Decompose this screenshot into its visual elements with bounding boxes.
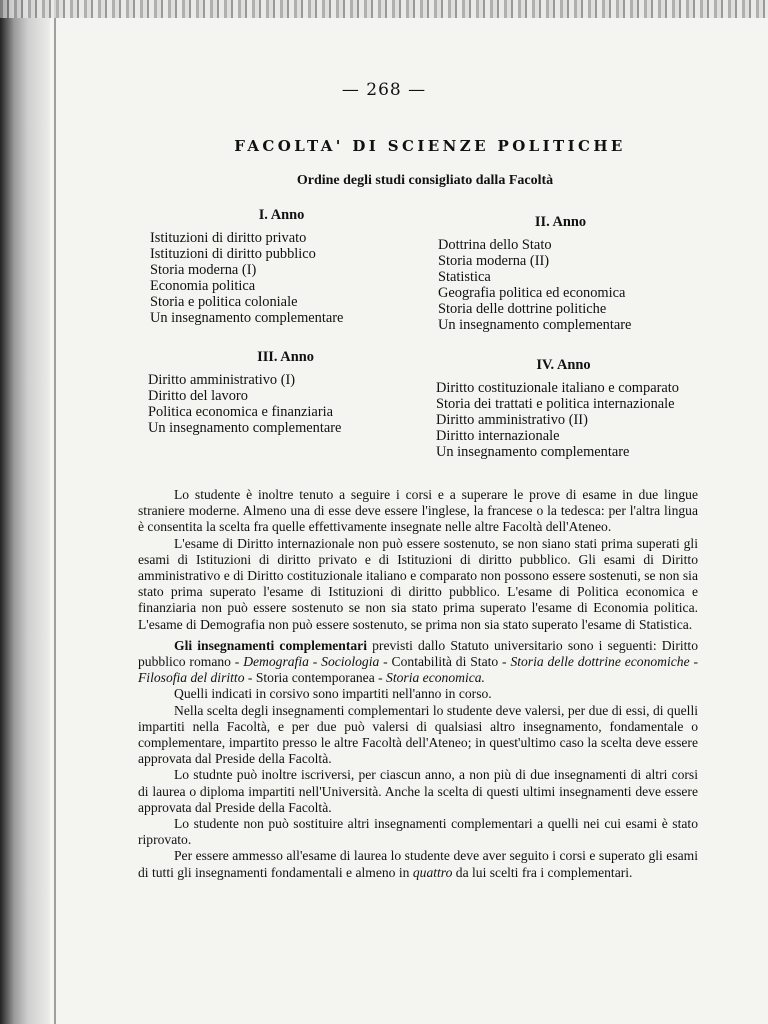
year-1-block (150, 207, 425, 326)
course-item: Storia e politica coloniale (150, 294, 298, 310)
paragraph-failed-exams: Lo studente non può sostituire altri insegnamenti complementari a quelli nei cui esami è stato riprovato. (138, 816, 698, 848)
course-item: Diritto internazionale (436, 428, 560, 444)
paragraph-complementary-courses (138, 638, 698, 687)
paragraph-languages: Lo studente è inoltre tenuto a seguire i corsi e a superare le prove di esame in due lingue straniere moderne. Almeno una di esse deve essere l'inglese, la francese o la tedesca: per l'altra lingua è consentita la scelta fra quelle effettivamente insegnate nelle altre Facoltà dell'Ateneo. (138, 487, 698, 535)
year-3-block (148, 349, 423, 436)
page-title: FACOLTA' DI SCIENZE POLITICHE (234, 137, 626, 155)
course-item: Politica economica e finanziaria (148, 404, 333, 420)
text-run: Per essere ammesso all'esame di laurea lo studente deve aver seguito i corsi e superato gli esami di tutti gli insegnamenti fondamentali e almeno in (138, 848, 698, 880)
course-item: Un insegnamento complementare (438, 317, 632, 333)
scan-edge-noise (0, 0, 768, 18)
year-heading: III. Anno (257, 349, 314, 365)
course-item: Economia politica (150, 278, 256, 294)
page-number: — 268 — (341, 80, 427, 100)
year-heading: II. Anno (534, 214, 587, 230)
course-item: Un insegnamento complementare (148, 420, 342, 436)
course-item: Istituzioni di diritto privato (150, 230, 307, 246)
course-item: Un insegnamento complementare (436, 444, 630, 460)
italic-run: Storia delle dottrine economiche - Filosofia del diritto (138, 654, 699, 686)
course-item: Storia moderna (II) (438, 253, 550, 269)
text-run: - Storia contemporanea - (244, 670, 387, 686)
paragraph-other-courses: Lo studnte può inoltre iscriversi, per ciascun anno, a non più di due insegnamenti di altri corsi di laurea o diploma impartiti nell'Università. Anche la scelta di questi ultimi insegnamenti deve essere approvata dal Preside della Facoltà. (138, 767, 698, 815)
course-item: Geografia politica ed economica (438, 285, 626, 301)
course-item: Storia dei trattati e politica internazionale (436, 396, 675, 412)
year-heading: I. Anno (258, 207, 305, 223)
course-item: Un insegnamento complementare (150, 310, 344, 326)
course-item: Storia moderna (I) (150, 262, 257, 278)
course-item: Istituzioni di diritto pubblico (150, 246, 316, 262)
course-item: Diritto amministrativo (I) (148, 372, 296, 388)
paragraph-italic-note: Quelli indicati in corsivo sono impartiti nell'anno in corso. (174, 686, 492, 702)
course-item: Statistica (438, 269, 491, 285)
italic-run: Storia economica. (386, 670, 485, 686)
course-item: Diritto costituzionale italiano e comparato (436, 380, 679, 396)
paragraph-choice-rules: Nella scelta degli insegnamenti complementari lo studente deve valersi, per due di essi, di quelli impartiti nella Facoltà, e per due può valersi di qualsiasi altro insegnamento, fondamentale o complementare, impartito presso le altre Facoltà dell'Ateneo; in quest'ultimo caso la scelta deve essere approvata dal Preside della Facoltà. (138, 702, 698, 767)
regulations-text (138, 487, 698, 881)
paragraph-degree-admission (138, 848, 698, 880)
text-run: da lui scelti fra i complementari. (452, 864, 633, 880)
course-item: Dottrina dello Stato (438, 237, 552, 253)
course-item: Storia delle dottrine politiche (438, 301, 607, 317)
year-4-block (436, 357, 691, 460)
italic-run: quattro (412, 864, 453, 880)
year-heading: IV. Anno (536, 357, 591, 373)
text-run: previsti dallo Statuto universitario sono i seguenti: Diritto pubblico romano - (138, 637, 698, 670)
year-2-block (438, 214, 683, 333)
paragraph-exam-prerequisites: L'esame di Diritto internazionale non può essere sostenuto, se non siano stati prima superati gli esami di Istituzioni di diritto privato e di Istituzioni di diritto pubblico. Gli esami di Diritto amministrativo e di Diritto costituzionale italiano e comparato non possono essere sostenuti, se non sia stato prima superato l'esame di Istituzioni di diritto pubblico. L'esame di Politica economica e finanziaria non può essere sostenuto se non sia stato prima superato l'esame di Economia politica. L'esame di Demografia non può essere sostenuto, se prima non sia stato superato l'esame di Statistica. (138, 535, 698, 632)
course-item: Diritto del lavoro (148, 388, 248, 404)
bold-term: Gli insegnamenti complementari (174, 637, 367, 653)
italic-run: Demografia - Sociologia (243, 654, 380, 670)
page-subtitle: Ordine degli studi consigliato dalla Facoltà (296, 173, 554, 188)
text-run: - Contabilità di Stato - (379, 654, 511, 670)
course-item: Diritto amministrativo (II) (436, 412, 588, 428)
